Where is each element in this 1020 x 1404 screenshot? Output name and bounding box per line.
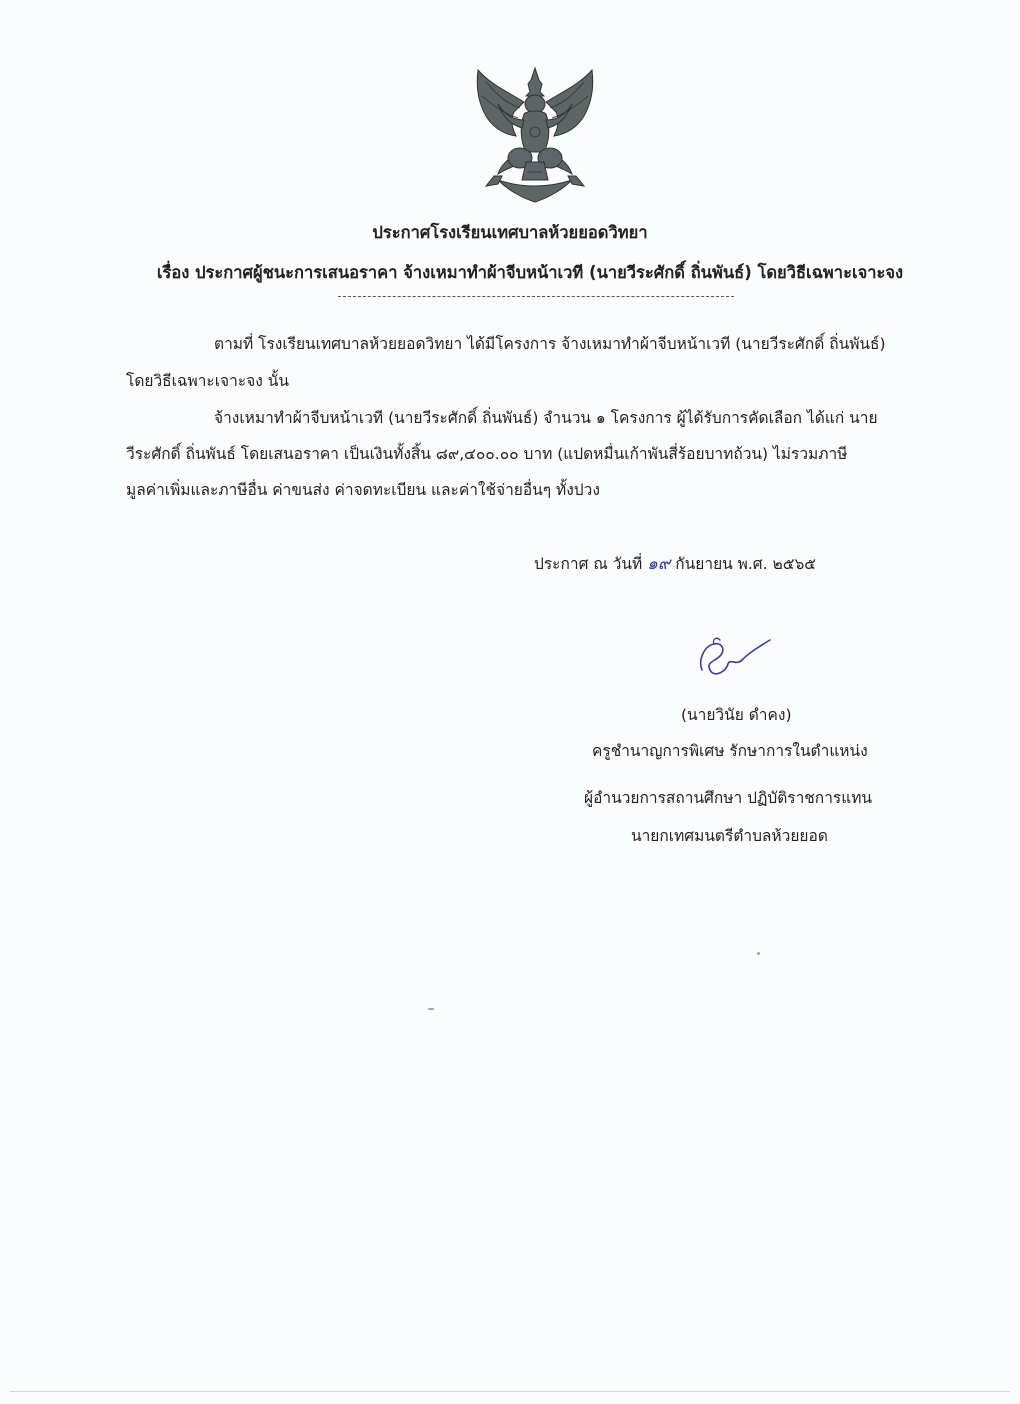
- paragraph-2-line-2: วีระศักดิ์ ถิ่นพันธ์ โดยเสนอราคา เป็นเงินทั้งสิ้น ๘๙,๔๐๐.๐๐ บาท (แปดหมื่นเก้าพันสี่ร้อยบาทถ้วน) ไม่รวมภาษี: [126, 445, 848, 463]
- date-prefix: ประกาศ ณ วันที่: [534, 555, 643, 573]
- signatory-position-3: นายกเทศมนตรีตำบลห้วยยอด: [631, 827, 828, 845]
- document-subject: เรื่อง ประกาศผู้ชนะการเสนอราคา จ้างเหมาทำผ้าจีบหน้าเวที (นายวีระศักดิ์ ถิ่นพันธ์) โดยวิธีเฉพาะเจาะจง: [156, 263, 904, 282]
- paragraph-2-line-3: มูลค่าเพิ่มและภาษีอื่น ค่าขนส่ง ค่าจดทะเบียน และค่าใช้จ่ายอื่นๆ ทั้งปวง: [126, 481, 600, 499]
- date-day-handwritten: ๑๙: [647, 554, 671, 574]
- signatory-position-2: ผู้อำนวยการสถานศึกษา ปฏิบัติราชการแทน: [584, 789, 873, 807]
- date-suffix: กันยายน พ.ศ. ๒๕๖๕: [675, 555, 817, 573]
- signatory-name: (นายวินัย ดำคง): [681, 706, 792, 724]
- paragraph-1-line-2: โดยวิธีเฉพาะเจาะจง นั้น: [126, 372, 289, 390]
- garuda-emblem-icon: [468, 62, 602, 208]
- paragraph-2-line-1: จ้างเหมาทำผ้าจีบหน้าเวที (นายวีระศักดิ์ ถิ่นพันธ์) จำนวน ๑ โครงการ ผู้ได้รับการคัดเลือก ได้แก่ นาย: [214, 409, 878, 427]
- title-divider: [338, 296, 734, 297]
- document-title: ประกาศโรงเรียนเทศบาลห้วยยอดวิทยา: [372, 223, 648, 242]
- paper-speck: [428, 1008, 434, 1010]
- handwritten-signature-icon: [696, 632, 776, 680]
- announcement-date: [534, 550, 816, 577]
- paragraph-1-line-1: ตามที่ โรงเรียนเทศบาลห้วยยอดวิทยา ได้มีโครงการ จ้างเหมาทำผ้าจีบหน้าเวที (นายวีระศักดิ์ ถิ่นพันธ์): [214, 335, 886, 353]
- signatory-position-1: ครูชำนาญการพิเศษ รักษาการในตำแหน่ง: [592, 742, 868, 760]
- paper-speck: [757, 952, 760, 955]
- scan-bottom-edge: [10, 1391, 1010, 1392]
